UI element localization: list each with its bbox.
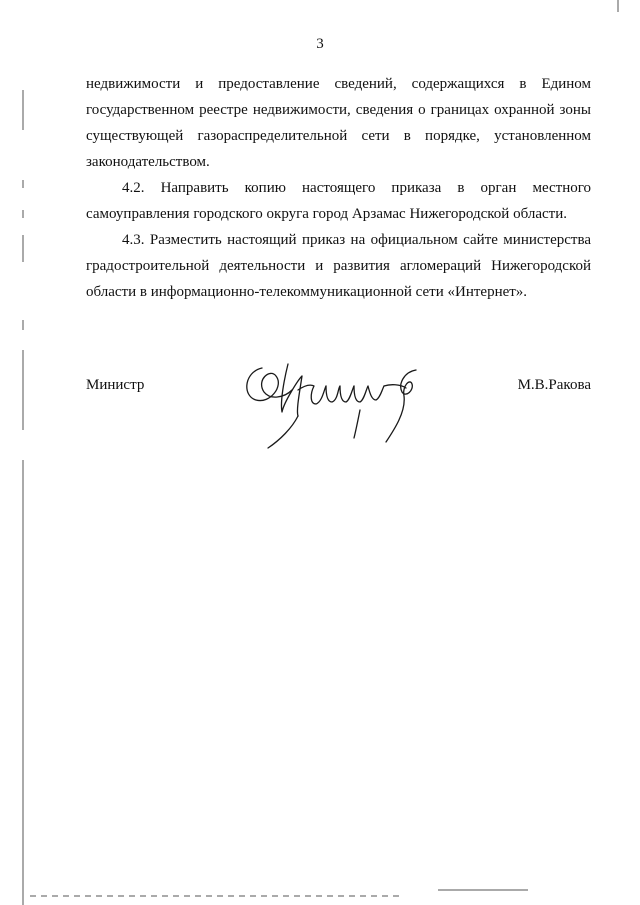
signatory-name: М.В.Ракова (517, 377, 591, 393)
page-number: 3 (316, 36, 324, 52)
paragraph-item-4-2: 4.2. Направить копию настоящего приказа в орган местного самоуправления городского округа город Арзамас Нижегородской области. (86, 180, 591, 222)
document-body (86, 71, 591, 305)
paragraph-continuation: недвижимости и предоставление сведений, содержащихся в Едином государственном реестре недвижимости, сведения о границах охранной зоны существующей газораспределительной сети в порядке, установленном законодательством. (86, 76, 591, 170)
paragraph-item-4-3: 4.3. Разместить настоящий приказ на официальном сайте министерства градостроительной деятельности и развития агломераций Нижегородской области в информационно-телекоммуникационной сети «Интернет». (86, 232, 591, 300)
handwritten-signature (240, 350, 430, 460)
signatory-title: Министр (86, 377, 145, 393)
